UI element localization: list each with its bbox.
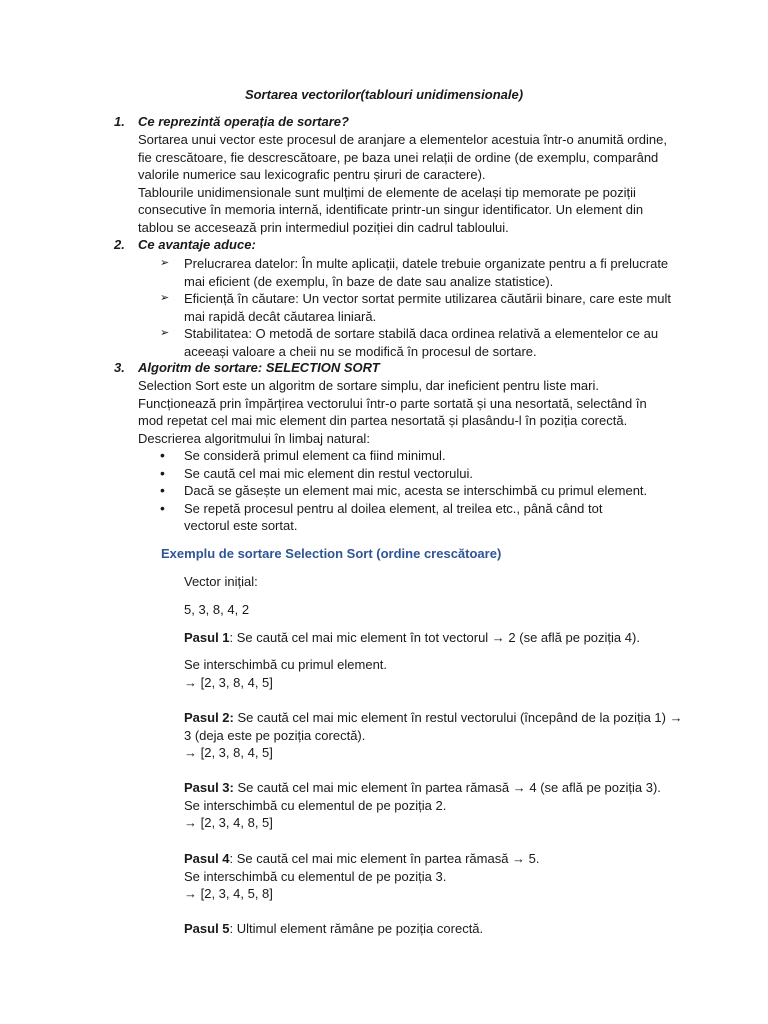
step-1-result bbox=[184, 656, 684, 691]
list-item bbox=[160, 465, 680, 483]
step-2 bbox=[184, 709, 684, 762]
vector-result: → [2, 3, 4, 8, 5] bbox=[184, 815, 273, 830]
step-text: Se caută cel mai mic element în restul vectorului (începând de la poziția 1) → bbox=[233, 710, 683, 725]
advantages-list bbox=[160, 255, 680, 360]
step-5 bbox=[184, 920, 684, 938]
text-line: 3 (deja este pe poziția corectă). bbox=[184, 727, 366, 743]
example-heading: Exemplu de sortare Selection Sort (ordine crescătoare) bbox=[161, 546, 502, 561]
text-line: Se interschimbă cu elementul de pe poziția 3. bbox=[184, 868, 447, 884]
section-1-body bbox=[138, 131, 678, 236]
text-line: Selection Sort este un algoritm de sortare simplu, dar ineficient pentru liste mari. bbox=[138, 378, 599, 393]
text-line: Tablourile unidimensionale sunt mulțimi de elemente de același tip memorate pe poziții bbox=[138, 184, 636, 200]
text-line: fie crescătoare, fie descrescătoare, pe baza unei relații de ordine (de exemplu, comparând bbox=[138, 149, 659, 165]
text-line: consecutive în memoria internă, identificate printr-un singur identificator. Un element din bbox=[138, 202, 644, 217]
section-1-number: 1. bbox=[114, 114, 125, 129]
initial-vector-values: 5, 3, 8, 4, 2 bbox=[184, 602, 250, 617]
list-item bbox=[160, 290, 680, 325]
vector-result: → [2, 3, 4, 5, 8] bbox=[184, 886, 273, 901]
text-line: Se repetă procesul pentru al doilea element, al treilea etc., până când tot bbox=[184, 500, 603, 516]
text-line: mai rapidă decât căutarea liniară. bbox=[184, 308, 377, 324]
text-line: vectorul este sortat. bbox=[184, 518, 298, 533]
text-line: Funcționează prin împărțirea vectorului într-o parte sortată și una nesortată, selectând în bbox=[138, 395, 647, 411]
arrow-bullet-icon: ➢ bbox=[160, 327, 170, 339]
algorithm-steps-list bbox=[160, 447, 680, 535]
text-line: Se interschimbă cu elementul de pe poziția 2. bbox=[184, 797, 447, 813]
text-line: Sortarea unui vector este procesul de aranjare a elementelor acestuia într-o anumită ordine, bbox=[138, 132, 667, 147]
section-2-heading: Ce avantaje aduce: bbox=[138, 237, 256, 252]
list-item bbox=[160, 447, 680, 465]
vector-result: → [2, 3, 8, 4, 5] bbox=[184, 674, 273, 690]
bullet-dot-icon: • bbox=[160, 499, 165, 516]
list-item bbox=[160, 255, 680, 290]
section-1-heading: Ce reprezintă operația de sortare? bbox=[138, 114, 349, 129]
text-line: valorile numerice sau lexicografic pentru șiruri de caractere). bbox=[138, 167, 486, 182]
step-4 bbox=[184, 850, 684, 903]
initial-vector-label: Vector inițial: bbox=[184, 574, 258, 589]
text-line: mod repetat cel mai mic element din partea nesortată și plasându-l în poziția corectă. bbox=[138, 413, 628, 428]
step-text: : Ultimul element rămâne pe poziția corectă. bbox=[229, 921, 484, 936]
step-label: Pasul 2: bbox=[184, 710, 234, 725]
document-title: Sortarea vectorilor(tablouri unidimensionale) bbox=[244, 87, 524, 102]
arrow-bullet-icon: ➢ bbox=[160, 292, 170, 304]
step-text: : Se caută cel mai mic element în partea rămasă → 5. bbox=[229, 851, 540, 866]
text-line: Descrierea algoritmului în limbaj natural: bbox=[138, 430, 370, 446]
text-line: Dacă se găsește un element mai mic, acesta se interschimbă cu primul element. bbox=[184, 483, 648, 498]
step-label: Pasul 1 bbox=[184, 630, 230, 645]
step-label: Pasul 5 bbox=[184, 921, 230, 936]
section-3-body bbox=[138, 377, 678, 447]
text-line: Stabilitatea: O metodă de sortare stabilă daca ordinea relativă a elementelor ce au bbox=[184, 326, 659, 341]
list-item bbox=[160, 482, 680, 500]
step-1 bbox=[184, 629, 684, 647]
text-line: Eficiență în căutare: Un vector sortat permite utilizarea căutării binare, care este mult bbox=[184, 291, 671, 306]
vector-result: → [2, 3, 8, 4, 5] bbox=[184, 745, 273, 760]
section-3-heading: Algoritm de sortare: SELECTION SORT bbox=[138, 360, 380, 375]
step-text: : Se caută cel mai mic element în tot vectorul → 2 (se află pe poziția 4). bbox=[229, 630, 640, 645]
step-label: Pasul 4 bbox=[184, 851, 230, 866]
text-line: tablou se accesează prin intermediul poziției din cadrul tabloului. bbox=[138, 219, 509, 235]
text-line: Se caută cel mai mic element din restul vectorului. bbox=[184, 465, 474, 481]
text-line: Se interschimbă cu primul element. bbox=[184, 657, 388, 672]
list-item bbox=[160, 500, 680, 535]
bullet-dot-icon: • bbox=[160, 447, 165, 463]
arrow-bullet-icon: ➢ bbox=[160, 257, 170, 269]
step-text: Se caută cel mai mic element în partea rămasă → 4 (se află pe poziția 3). bbox=[233, 780, 661, 795]
section-2-number: 2. bbox=[114, 237, 125, 252]
text-line: Se consideră primul element ca fiind minimul. bbox=[184, 448, 446, 463]
bullet-dot-icon: • bbox=[160, 482, 165, 498]
bullet-dot-icon: • bbox=[160, 464, 165, 481]
text-line: Prelucrarea datelor: În multe aplicații, datele trebuie organizate pentru a fi prelucrate bbox=[184, 256, 669, 271]
section-3-number: 3. bbox=[114, 360, 125, 375]
text-line: mai eficient (de exemplu, în baze de date sau analize statistice). bbox=[184, 273, 554, 289]
step-label: Pasul 3: bbox=[184, 780, 234, 795]
text-line: aceeași valoare a cheii nu se modifică în procesul de sortare. bbox=[184, 343, 537, 359]
list-item bbox=[160, 325, 680, 360]
step-3 bbox=[184, 779, 684, 832]
